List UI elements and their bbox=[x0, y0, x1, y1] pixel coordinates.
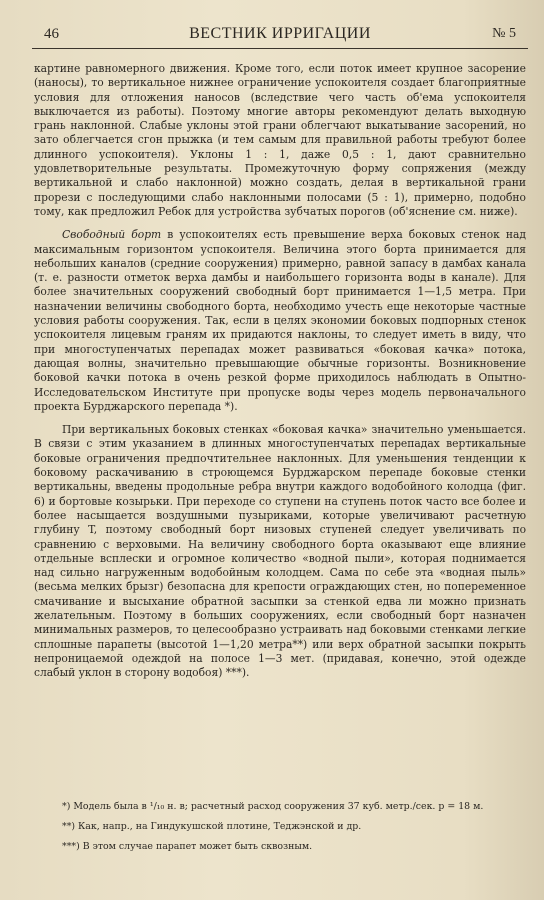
journal-title: ВЕСТНИК ИРРИГАЦИИ bbox=[189, 25, 371, 42]
page-header bbox=[32, 22, 528, 49]
paragraph-3: При вертикальных боковых стенках «боковая качка» значительно уменьшается. В связи с этим указанием в длинных многоступенчатых перепадах вертикальные боковые ограничения предпочтительнее наклонных. Для уменьшения тенденции к боковому раскачиванию в строющемся Бурджарском перепаде боковые стенки вертикальны, введены продольные ребра внутри каждого водобойного колодца (фиг. 6) и бортовые козырьки. При переходе со ступени на ступень поток часто все более и более насыщается воздушными пузыриками, которые увеличивают расчетную глубину T, поэтому свободный борт низовых ступеней следует увеличивать по сравнению с верховыми. На величину свободного борта оказывают еще влияние отдельные всплески и огромное количество «водной пыли», которая поднимается над сильно нагруженным водобойным колодцем. Сама по себе эта «водная пыль» (весьма мелких брызг) безопасна для крепости ограждающих стен, но попеременное смачивание и высыхание обратной засыпки за стенкой едва ли можно признать желательным. Поэтому в больших сооружениях, если свободный борт назначен минимальных размеров, то целесообразно устраивать над боковыми стенками легкие сплошные парапеты (высотой 1—1,20 метра**) или верх обратной засыпки покрыть непроницаемой одеждой на полосе 1—3 мет. (придавая, конечно, этой одежде слабый уклон в сторону водобоя) ***). bbox=[34, 423, 526, 680]
term-free-board: Свободный борт bbox=[62, 228, 162, 242]
paragraph-2 bbox=[34, 228, 526, 414]
footnote-3: ***) В этом случае парапет может быть сквозным. bbox=[62, 841, 313, 852]
article-body bbox=[34, 62, 526, 689]
footnotes bbox=[34, 800, 526, 860]
footnote-1: *) Модель была в ¹/₁₀ н. в; расчетный расход сооружения 37 куб. метр./сек. p = 18 м. bbox=[62, 801, 484, 812]
issue-number: № 5 bbox=[492, 26, 516, 41]
page-number: 46 bbox=[44, 26, 59, 42]
paragraph-1: картине равномерного движения. Кроме того, если поток имеет крупное засорение (наносы), то вертикальное нижнее ограничение успокоителя создает благоприятные условия для отложения наносов (вследствие чего часть об'ема успокоителя выключается из работы). Поэтому многие авторы рекомендуют делать выходную грань наклонной. Слабые уклоны этой грани облегчают выкатывание засорений, но зато облегчается сгон прыжка (и тем самым для правильной работы требуют более длинного успокоителя). Уклоны 1 : 1, даже 0,5 : 1, дают сравнительно удовлетворительные результаты. Промежуточную форму сопряжения (между вертикальной и слабо наклонной) можно создать, делая в вертикальной грани прорези с последующими слабо наклонными полосами (5 : 1), примерно, подобно тому, как предложил Ребок для устройства зубчатых порогов (об'яснение см. ниже). bbox=[34, 62, 526, 218]
footnote-2: **) Как, напр., на Гиндукушской плотине, Теджэнской и др. bbox=[62, 821, 362, 832]
paragraph-2-text: в успокоителях есть превышение верха боковых стенок над максимальным горизонтом успокоителя. Величина этого борта принимается для небольших каналов (средние сооружения) примерно, равной запасу в дамбах канала (т. е. разности отметок верха дамбы и наибольшего горизонта воды в канале). Для более значительных сооружений свободный борт принимается 1—1,5 метра. При назначении величины свободного борта, необходимо учесть еще некоторые частные условия работы сооружения. Так, если в целях экономии боковых подпорных стенок успокоителя лицевым граням их придаются наклоны, то следует иметь в виду, что при многоступенчатых перепадах может развиваться «боковая качка» потока, дающая волны, значительно превышающие обычные горизонты. Возникновение боковой качки потока в очень резкой форме приходилось наблюдать в Опытно-Исследовательском Институте при пропуске воды через модель первоначального проекта Бурджарского перепада *). bbox=[34, 228, 526, 413]
